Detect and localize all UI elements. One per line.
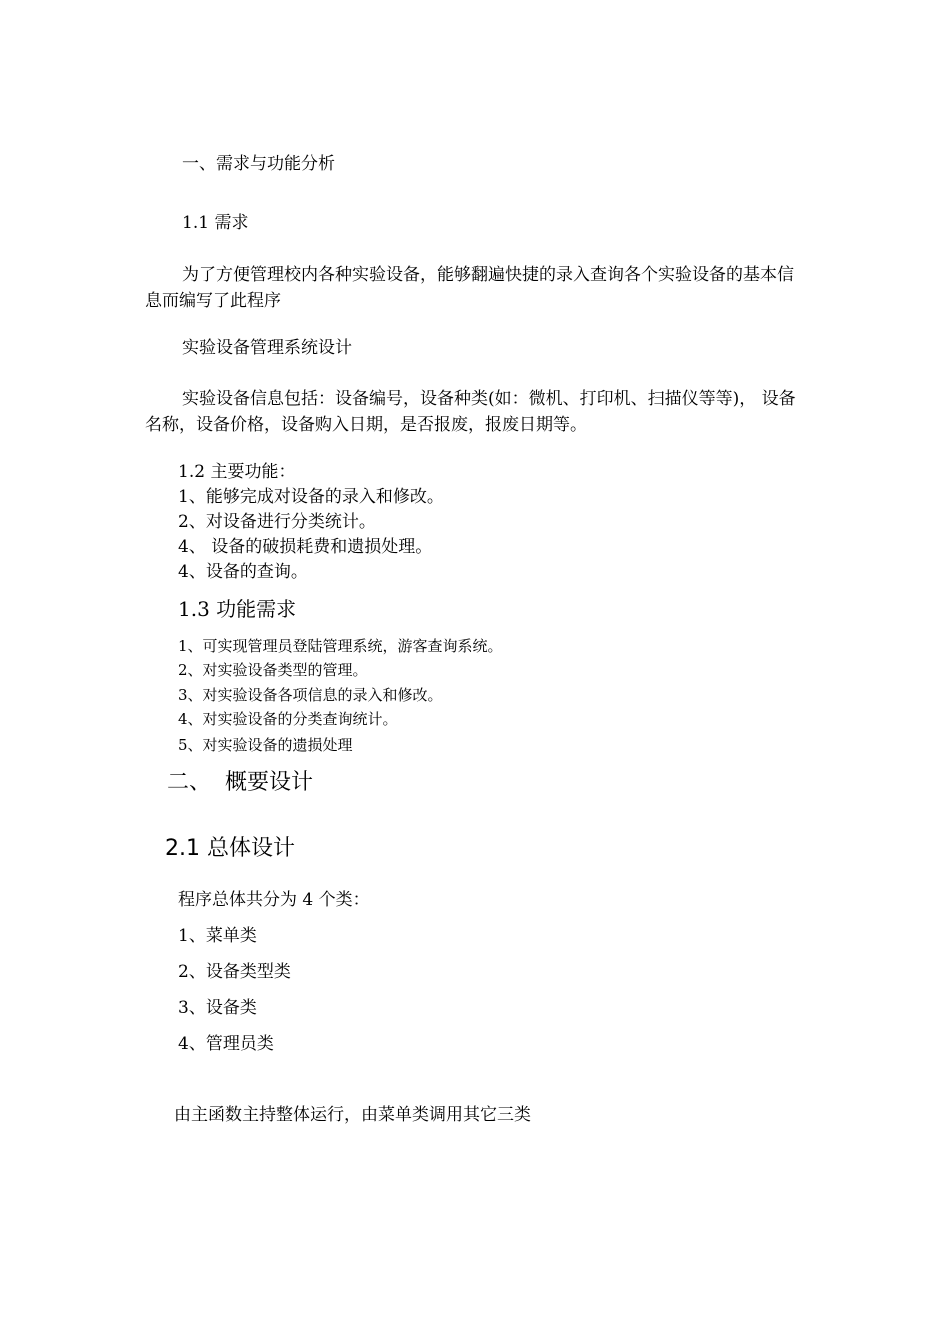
- class-item: 3、设备类: [178, 998, 257, 1018]
- main-function-item: 1、能够完成对设备的录入和修改。: [178, 487, 444, 507]
- section-1-1-heading: 1.1 需求: [182, 213, 249, 233]
- functional-requirement-item: 1、可实现管理员登陆管理系统，游客查询系统。: [178, 637, 503, 655]
- functional-requirement-item: 2、对实验设备类型的管理。: [178, 661, 368, 679]
- class-item: 2、设备类型类: [178, 962, 291, 982]
- functional-requirement-item: 4、对实验设备的分类查询统计。: [178, 710, 398, 728]
- functional-requirement-item: 3、对实验设备各项信息的录入和修改。: [178, 686, 443, 704]
- requirement-paragraph: 为了方便管理校内各种实验设备，能够翻遍快捷的录入查询各个实验设备的基本信息而编写了此程序: [145, 265, 794, 311]
- section-1-heading: 一、需求与功能分析: [182, 154, 335, 174]
- class-item: 4、管理员类: [178, 1034, 274, 1054]
- main-function-item: 2、对设备进行分类统计。: [178, 512, 376, 532]
- main-function-item: 4、设备的查询。: [178, 562, 308, 582]
- section-1-3-heading: 1.3 功能需求: [178, 597, 297, 621]
- main-function-item: 4、 设备的破损耗费和遗损处理。: [178, 537, 433, 557]
- system-design-title: 实验设备管理系统设计: [182, 338, 352, 358]
- class-item: 1、菜单类: [178, 926, 257, 946]
- section-1-2-heading: 1.2 主要功能：: [178, 462, 296, 482]
- class-intro: 程序总体共分为 4 个类：: [178, 890, 370, 910]
- equipment-info-paragraph: 实验设备信息包括：设备编号，设备种类(如：微机、打印机、扫描仪等等)， 设备名称，设备价格，设备购入日期，是否报废，报废日期等。: [145, 389, 796, 435]
- section-2-heading: 二、 概要设计: [167, 770, 313, 795]
- functional-requirement-item: 5、对实验设备的遗损处理: [178, 736, 353, 754]
- main-function-description: 由主函数主持整体运行，由菜单类调用其它三类: [174, 1105, 531, 1125]
- section-2-1-heading: 2.1 总体设计: [165, 836, 295, 861]
